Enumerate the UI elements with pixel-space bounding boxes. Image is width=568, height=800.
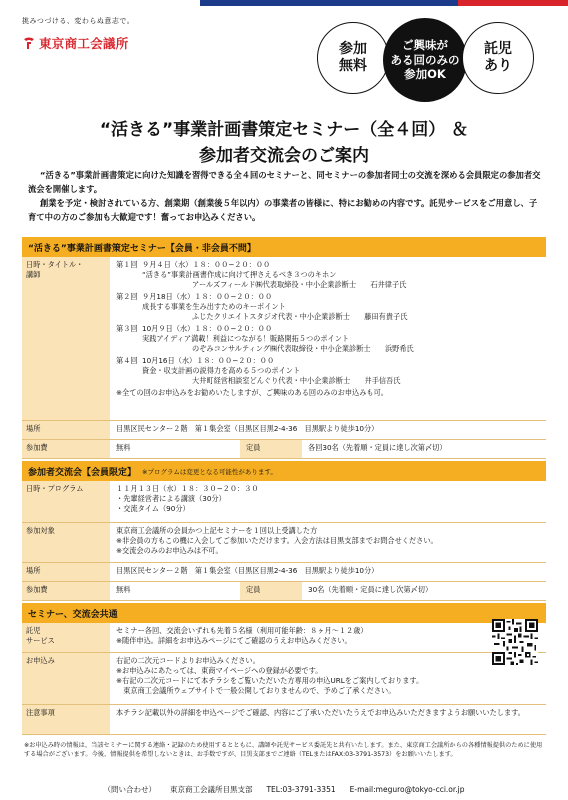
session-4 [116,356,540,386]
org-logo [22,34,129,52]
apply-value: 右記の二次元コードよりお申込みください。 ※お申込みにあたっては、東商マイページへの登録が必要です。 ※右記の二次元コードにて本チラシをご覧いただいた方専用の申込URLをご案内しております。 東京商工会議所ウェブサイトで一般公開しておりませんので、予めご了承ください。 [116,656,424,695]
childcare-value: セミナー各回、交流会いずれも先着５名様（利用可能年齢：８ヶ月〜１２歳） ※随伴申込。詳細をお申込みページにてご確認のうえお申込みください。 [116,626,368,645]
venue-label: 場所 [22,563,110,581]
intro-text [28,168,544,224]
exchange-target-row [22,523,546,563]
exchange-heading-note: ※プログラムは変更となる可能性があります。 [142,467,277,476]
exchange-section [22,461,546,601]
apply-label: お申込み [22,653,110,704]
program-value: １１月１３日（水）１８：３０−２０：３０ ・先輩経営者による講演（30分） ・交流タイム（90分） [116,484,259,513]
childcare-row [22,623,546,653]
session-number: 第１回 [116,260,138,269]
venue-label: 場所 [22,421,110,439]
session-presenter: ふじたクリエイトスタジオ代表・中小企業診断士 藤田有貴子氏 [192,312,408,321]
seminar-venue-row [22,421,546,440]
chamber-logo-icon [22,36,36,50]
contact-office: 東京商工会議所目黒支部 [169,784,253,794]
seminar-section [22,237,546,459]
session-date: ９月18日（水）１８：００−２０：００ [142,292,273,301]
exchange-heading [22,461,546,481]
notes-value: 本チラシ記載以外の詳細を申込ページでご確認、内容にご了承いただいたうえでお申込みいただきますようお願いいたします。 [116,708,525,717]
notes-row [22,705,546,735]
session-theme: 資金・収支計画の説得力を高める５つのポイント [142,366,301,375]
seminar-fee-row [22,440,546,459]
capacity-label: 定員 [240,582,302,600]
org-name: 東京商工会議所 [39,36,129,51]
session-theme: “活きる”事業計画書作成に向けて押さえるべき３つのキホン [142,270,337,279]
capacity-value: 各回30名（先着順・定員に達し次第〆切） [308,443,447,452]
session-theme: 成長する事業を生み出すためのキーポイント [142,302,286,311]
badge-childcare [462,22,534,94]
session-2 [116,292,540,322]
seminar-schedule-row [22,257,546,421]
capacity-value: 30名（先着順・定員に達し次第〆切） [308,585,433,594]
badge-single-session [383,18,467,102]
session-date: 10月９日（水）１８：００−２０：００ [142,324,273,333]
session-presenter: アールズフィールド㈱代表取締役・中小企業診断士 石井律子氏 [192,280,407,289]
badge-single-session-text: ご興味が ある回のみの 参加OK [390,38,460,82]
common-section [22,603,546,735]
session-theme: 実践アイディア満載！利益につながる！販路開拓５つのポイント [142,334,350,343]
apply-row [22,653,546,705]
contact-bar [0,778,568,800]
schedule-label: 日時・タイトル・ 講師 [22,257,110,420]
qr-code-icon[interactable] [492,619,538,665]
common-heading: セミナー、交流会共通 [22,603,546,623]
badge-free-text: 参加 無料 [339,40,367,74]
target-value: 東京商工会議所の会員かつ上記セミナーを１回以上受講した方 ※非会員の方もこの機に入会してご参加いただけます。入会方法は目黒支部までお問合せください。 ※交流会のみのお申込みは不可。 [116,526,438,555]
exchange-venue-row [22,563,546,582]
badge-childcare-text: 託児 あり [484,40,512,74]
seminar-note: ※全ての回のお申込みをお勧めいたしますが、ご興味のある回のみのお申込みも可。 [116,388,388,397]
exchange-program-row [22,481,546,523]
fee-value: 無料 [116,443,131,452]
session-number: 第４回 [116,356,138,365]
session-presenter: 大井町経営相談室どんぐり代表・中小企業診断士 井手信吾氏 [192,376,401,385]
exchange-heading-title: 参加者交流会【会員限定】 [28,467,137,478]
program-label: 日時・プログラム [22,481,110,522]
session-1 [116,260,540,290]
target-label: 参加対象 [22,523,110,562]
intro-paragraph-2: 創業を予定・検討されている方、創業期（創業後５年以内）の事業者の皆様に、特にお勧めの内容です。託児サービスをご用意し、子育て中の方のご参加も大歓迎です！奮ってお申込みください。 [28,198,538,222]
schedule-value [110,257,546,420]
capacity-label: 定員 [240,440,302,458]
contact-label: （問い合わせ） [103,784,156,794]
session-date: ９月４日（水）１８：００−２０：００ [142,260,271,269]
session-presenter: のぞみコンサルティング㈱代表取締役・中小企業診断士 浜野希氏 [192,344,414,353]
contact-tel[interactable]: TEL:03-3791-3351 [266,784,336,794]
venue-value: 目黒区民センター２階 第１集会室（目黒区目黒2-4-36 目黒駅より徒歩10分） [116,424,379,433]
tagline: 挑みつづける、変わらぬ意志で。 [22,17,135,25]
privacy-footnote: ※お申込み時の情報は、当該セミナーに関する連絡・記録のため使用するとともに、講師や託児サービス委託先と共有いたします。また、東京商工会議所からの各種情報提供のために使用する場合がございます。今後、情報提供を希望しないときは、お手数ですが、目黒支部までご連絡（TELまたはFAX:03-3791-3573）をお願いいたします。 [24,742,543,758]
session-number: 第２回 [116,292,138,301]
contact-email[interactable]: E-mail:meguro@tokyo-cci.or.jp [349,784,465,794]
fee-value: 無料 [116,585,131,594]
venue-value: 目黒区民センター２階 第１集会室（目黒区目黒2-4-36 目黒駅より徒歩10分） [116,566,379,575]
session-date: 10月16日（水）１８：００−２０：００ [142,356,275,365]
page-title [0,117,568,169]
notes-label: 注意事項 [22,705,110,734]
session-3 [116,324,540,354]
top-color-stripe [0,0,568,6]
title-line-2: 参加者交流会のご案内 [199,146,369,166]
title-line-1: “活きる”事業計画書策定セミナー（全４回） ＆ [99,120,469,140]
fee-label: 参加費 [22,582,110,600]
intro-paragraph-1: “活きる”事業計画書策定に向けた知識を習得できる全４回のセミナーと、同セミナーの参加者同士の交流を深める会員限定の参加者交流会を開催します。 [28,170,541,194]
fee-label: 参加費 [22,440,110,458]
badge-free [317,22,389,94]
exchange-fee-row [22,582,546,601]
session-number: 第３回 [116,324,138,333]
seminar-heading: “活きる”事業計画書策定セミナー【会員・非会員不問】 [22,237,546,257]
childcare-label: 託児 サービス [22,623,110,652]
